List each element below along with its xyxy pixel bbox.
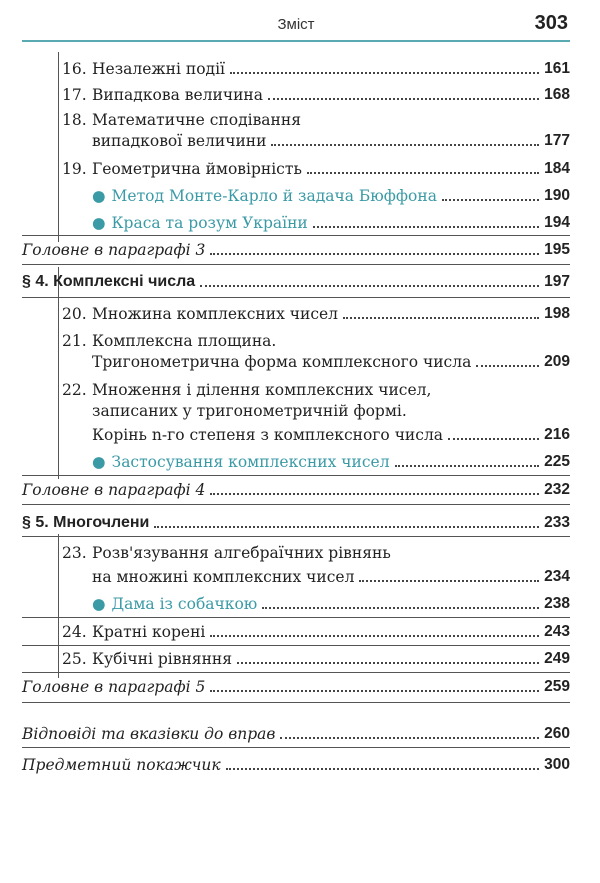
entry-page: 209 — [544, 353, 570, 370]
toc-entry-appendix[interactable] — [22, 756, 570, 774]
entry-title: Головне в параграфі 3 — [22, 241, 206, 259]
divider — [22, 264, 570, 265]
entry-title: Множина комплексних чисел — [92, 305, 339, 323]
entry-title: Головне в параграфі 4 — [22, 481, 206, 499]
dot-leader — [237, 662, 539, 664]
entry-number: 20. — [62, 305, 87, 323]
entry-title: Випадкова величина — [92, 86, 263, 104]
toc-entry[interactable] — [22, 60, 570, 78]
divider — [22, 504, 570, 505]
entry-number: 24. — [62, 623, 87, 641]
entry-page: 260 — [544, 725, 570, 742]
divider — [22, 235, 570, 236]
toc-entry-extra[interactable] — [22, 595, 570, 613]
entry-title: Математичне сподівання — [92, 111, 301, 129]
entry-title: Комплексна площина. — [92, 332, 277, 350]
dot-leader — [448, 438, 539, 440]
page-header — [22, 10, 570, 42]
toc-entry — [22, 544, 570, 562]
entry-title: Дама із собачкою — [111, 595, 258, 613]
toc-entry-appendix[interactable] — [22, 725, 570, 743]
dot-leader — [210, 493, 539, 495]
toc-entry-extra[interactable] — [22, 453, 570, 471]
entry-page: 300 — [544, 756, 570, 773]
entry-title: Предметний покажчик — [22, 756, 221, 774]
indent-line — [58, 267, 59, 479]
toc-entry-extra[interactable] — [22, 187, 570, 205]
entry-page: 195 — [544, 241, 570, 258]
dot-leader — [307, 172, 539, 174]
entry-page: 249 — [544, 650, 570, 667]
entry-page: 243 — [544, 623, 570, 640]
divider — [22, 297, 570, 298]
toc-entry-summary[interactable] — [22, 678, 570, 696]
bullet-icon: ● — [92, 214, 106, 232]
entry-page: 194 — [544, 214, 570, 231]
entry-number: 19. — [62, 160, 87, 178]
toc-entry-extra[interactable] — [22, 214, 570, 232]
toc-entry — [22, 402, 570, 420]
entry-number: 25. — [62, 650, 87, 668]
entry-page: 198 — [544, 305, 570, 322]
entry-title-cont: випадкової величини — [92, 132, 267, 150]
entry-page: 234 — [544, 568, 570, 585]
dot-leader — [395, 465, 540, 467]
toc-entry[interactable] — [22, 568, 570, 586]
entry-title-cont: записаних у тригонометричній формі. — [92, 402, 407, 420]
entry-title: Застосування комплексних чисел — [111, 453, 390, 471]
dot-leader — [359, 580, 539, 582]
divider — [22, 617, 570, 618]
entry-number: 21. — [62, 332, 87, 350]
dot-leader — [268, 98, 539, 100]
toc-entry-summary[interactable] — [22, 481, 570, 499]
divider — [22, 747, 570, 748]
entry-page: 190 — [544, 187, 570, 204]
dot-leader — [262, 607, 539, 609]
dot-leader — [476, 365, 539, 367]
entry-number: 22. — [62, 381, 87, 399]
entry-title-cont: на множині комплексних чисел — [92, 568, 355, 586]
entry-page: 197 — [544, 273, 570, 290]
section-title: § 4. Комплексні числа — [22, 273, 196, 290]
toc-entry[interactable] — [22, 132, 570, 150]
toc-entry[interactable] — [22, 305, 570, 323]
toc-entry[interactable] — [22, 650, 570, 668]
divider — [22, 672, 570, 673]
dot-leader — [200, 285, 539, 287]
entry-number: 17. — [62, 86, 87, 104]
entry-page: 233 — [544, 514, 570, 531]
toc-entry — [22, 111, 570, 129]
toc-section[interactable] — [22, 514, 570, 532]
dot-leader — [154, 526, 539, 528]
entry-title-cont: Тригонометрична форма комплексного числа — [92, 353, 472, 371]
entry-title: Кубічні рівняння — [92, 650, 233, 668]
page-number: 303 — [534, 12, 568, 34]
dot-leader — [226, 768, 540, 770]
bullet-icon: ● — [92, 453, 106, 471]
toc-entry[interactable] — [22, 426, 570, 444]
dot-leader — [313, 226, 539, 228]
dot-leader — [343, 317, 539, 319]
entry-page: 161 — [544, 60, 570, 77]
entry-page: 184 — [544, 160, 570, 177]
entry-page: 177 — [544, 132, 570, 149]
entry-title: Головне в параграфі 5 — [22, 678, 206, 696]
divider — [22, 645, 570, 646]
dot-leader — [210, 253, 539, 255]
dot-leader — [210, 690, 539, 692]
entry-page: 216 — [544, 426, 570, 443]
entry-page: 232 — [544, 481, 570, 498]
dot-leader — [230, 72, 539, 74]
entry-title: Краса та розум України — [111, 214, 308, 232]
toc-entry[interactable] — [22, 160, 570, 178]
entry-title: Відповіді та вказівки до вправ — [22, 725, 276, 743]
toc-entry — [22, 381, 570, 399]
entry-number: 23. — [62, 544, 87, 562]
divider — [22, 702, 570, 703]
entry-page: 238 — [544, 595, 570, 612]
dot-leader — [442, 199, 539, 201]
toc-entry-summary[interactable] — [22, 241, 570, 259]
entry-title-cont: Корінь n-го степеня з комплексного числа — [92, 426, 444, 444]
toc-entry[interactable] — [22, 86, 570, 104]
divider — [22, 536, 570, 537]
entry-number: 18. — [62, 111, 87, 129]
toc-entry — [22, 332, 570, 350]
entry-page: 168 — [544, 86, 570, 103]
entry-title: Розв'язування алгебраїчних рівнянь — [92, 544, 391, 562]
dot-leader — [210, 635, 539, 637]
entry-page: 259 — [544, 678, 570, 695]
dot-leader — [271, 144, 539, 146]
entry-number: 16. — [62, 60, 87, 78]
bullet-icon: ● — [92, 595, 106, 613]
toc-entry[interactable] — [22, 623, 570, 641]
entry-title: Метод Монте-Карло й задача Бюффона — [111, 187, 437, 205]
entry-title: Геометрична ймовірність — [92, 160, 302, 178]
page-title: Зміст — [277, 16, 315, 33]
entry-page: 225 — [544, 453, 570, 470]
dot-leader — [280, 737, 539, 739]
bullet-icon: ● — [92, 187, 106, 205]
divider — [22, 475, 570, 476]
toc-entry[interactable] — [22, 353, 570, 371]
toc-section[interactable] — [22, 273, 570, 291]
entry-title: Множення і ділення комплексних чисел, — [92, 381, 432, 399]
entry-title: Кратні корені — [92, 623, 206, 641]
section-title: § 5. Многочлени — [22, 514, 150, 531]
entry-title: Незалежні події — [92, 60, 225, 78]
